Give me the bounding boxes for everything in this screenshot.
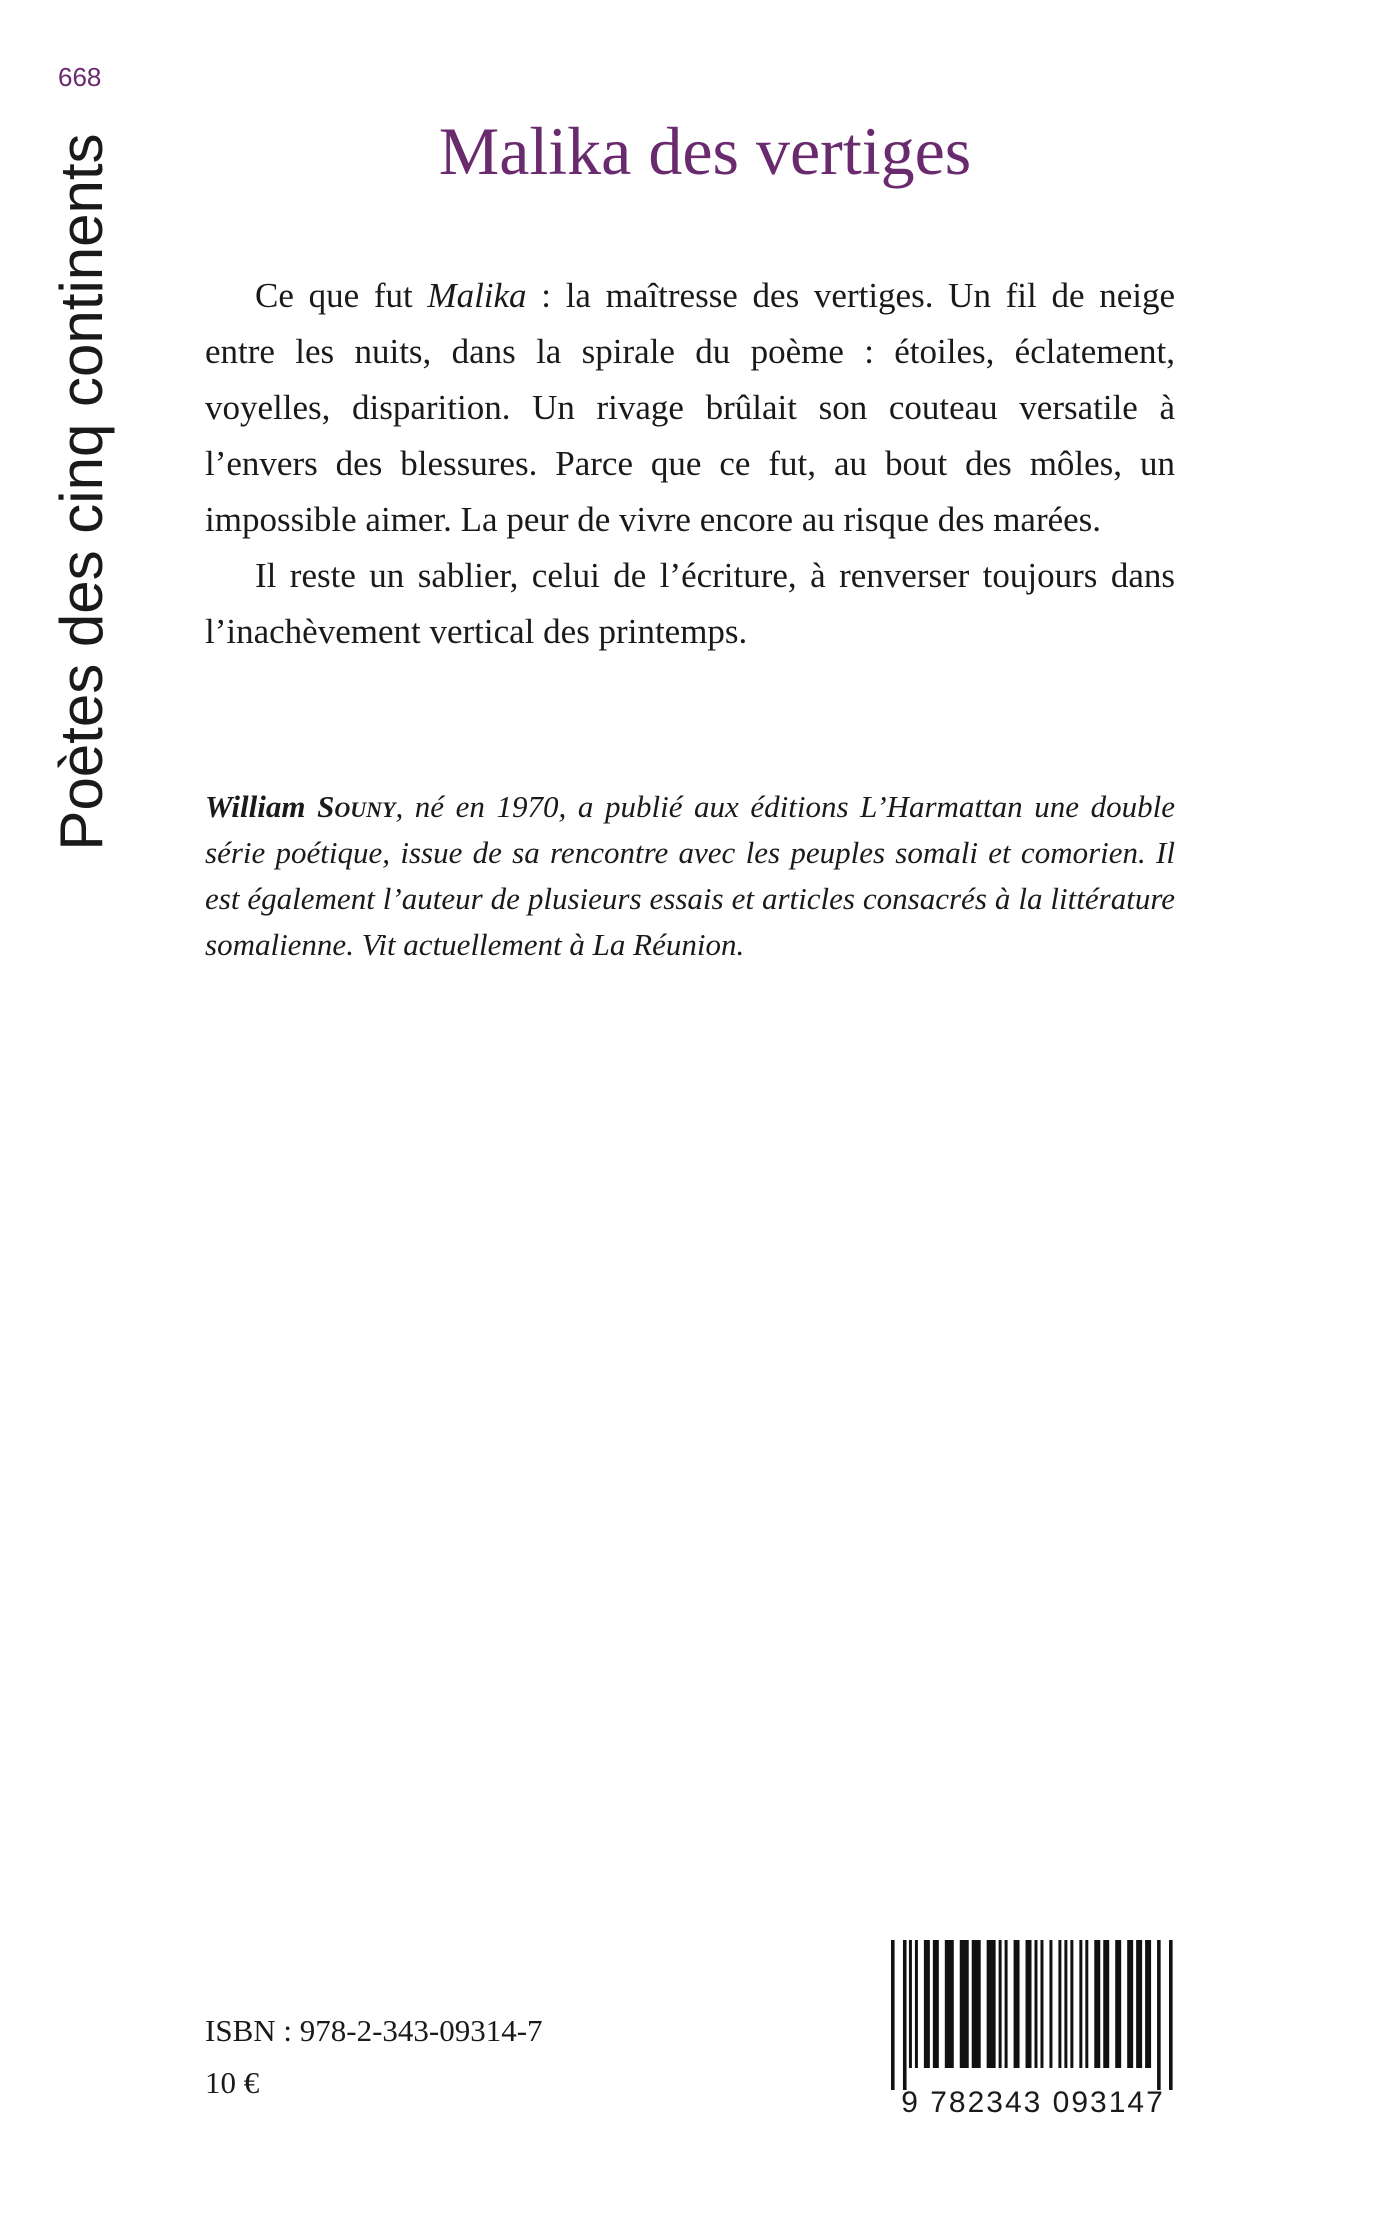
blurb-paragraph-2: Il reste un sablier, celui de l’écriture, à renverser toujours dans l’inachèvement vertical des printemps. (205, 556, 1175, 651)
barcode-bars (888, 1940, 1178, 2090)
barcode-bar (1094, 1940, 1100, 2068)
barcode-bar (1014, 1940, 1020, 2068)
barcode-bar (915, 1940, 918, 2068)
barcode-bar (1127, 1940, 1133, 2068)
barcode-digits: 9 782343 093147 (901, 2086, 1165, 2119)
barcode-bar (1058, 1940, 1061, 2068)
blurb-emphasis: Malika (427, 276, 527, 315)
barcode-bar (1026, 1940, 1032, 2068)
barcode-bar (924, 1940, 930, 2068)
barcode-bar (909, 1940, 912, 2068)
blurb-text: Ce que fut (255, 276, 428, 315)
barcode-guard-bar (1169, 1940, 1173, 2090)
barcode-bar (1145, 1940, 1151, 2068)
barcode-bar (945, 1940, 954, 2068)
author-surname: Souny (317, 789, 396, 824)
barcode (888, 1940, 1178, 2120)
author-first-name: William (205, 789, 318, 824)
series-number: 668 (58, 62, 102, 92)
book-title: Malika des vertiges (438, 113, 972, 189)
barcode-bar (1115, 1940, 1121, 2068)
barcode-bar (1034, 1940, 1037, 2068)
barcode-bar (987, 1940, 996, 2068)
barcode-bar (1049, 1940, 1052, 2068)
author-bio (205, 784, 1175, 968)
barcode-bar (1079, 1940, 1082, 2068)
barcode-bar (960, 1940, 969, 2068)
barcode-bar (999, 1940, 1002, 2068)
barcode-bar (933, 1940, 939, 2068)
isbn: ISBN : 978-2-343-09314-7 (205, 2013, 543, 2048)
barcode-bar (1070, 1940, 1073, 2068)
barcode-bar (972, 1940, 981, 2068)
author-name (205, 789, 395, 824)
barcode-guard-bar (891, 1940, 895, 2090)
bio-text: , né en 1970, a publié aux éditions L’Harmattan une double série poétique, issue de sa rencontre avec les peuples somali et comorien. Il est également l’auteur de plusieurs essais et articles consacrés à la littérature somalienne. Vit actuellement à La Réunion. (205, 789, 1175, 962)
barcode-bar (1103, 1940, 1109, 2068)
barcode-guard-bar (903, 1940, 907, 2090)
blurb (205, 268, 1175, 660)
barcode-bar (1136, 1940, 1142, 2068)
blurb-paragraph-1 (205, 268, 1175, 548)
barcode-bar (1085, 1940, 1088, 2068)
blurb-text: : la maîtresse des vertiges. Un fil de neige entre les nuits, dans la spirale du poème : étoiles, éclatement, voyelles, disparition. Un rivage brûlait son couteau versatile à l’envers des blessures. Parce que ce fut, au bout des môles, un impossible aimer. La peur de vivre encore au risque des marées. (205, 276, 1175, 539)
barcode-bar (1040, 1940, 1043, 2068)
barcode-bar (1064, 1940, 1067, 2068)
series-name: Poètes des cinq continents (48, 133, 115, 851)
barcode-bar (1005, 1940, 1008, 2068)
barcode-guard-bar (1157, 1940, 1161, 2090)
price: 10 € (205, 2065, 260, 2100)
